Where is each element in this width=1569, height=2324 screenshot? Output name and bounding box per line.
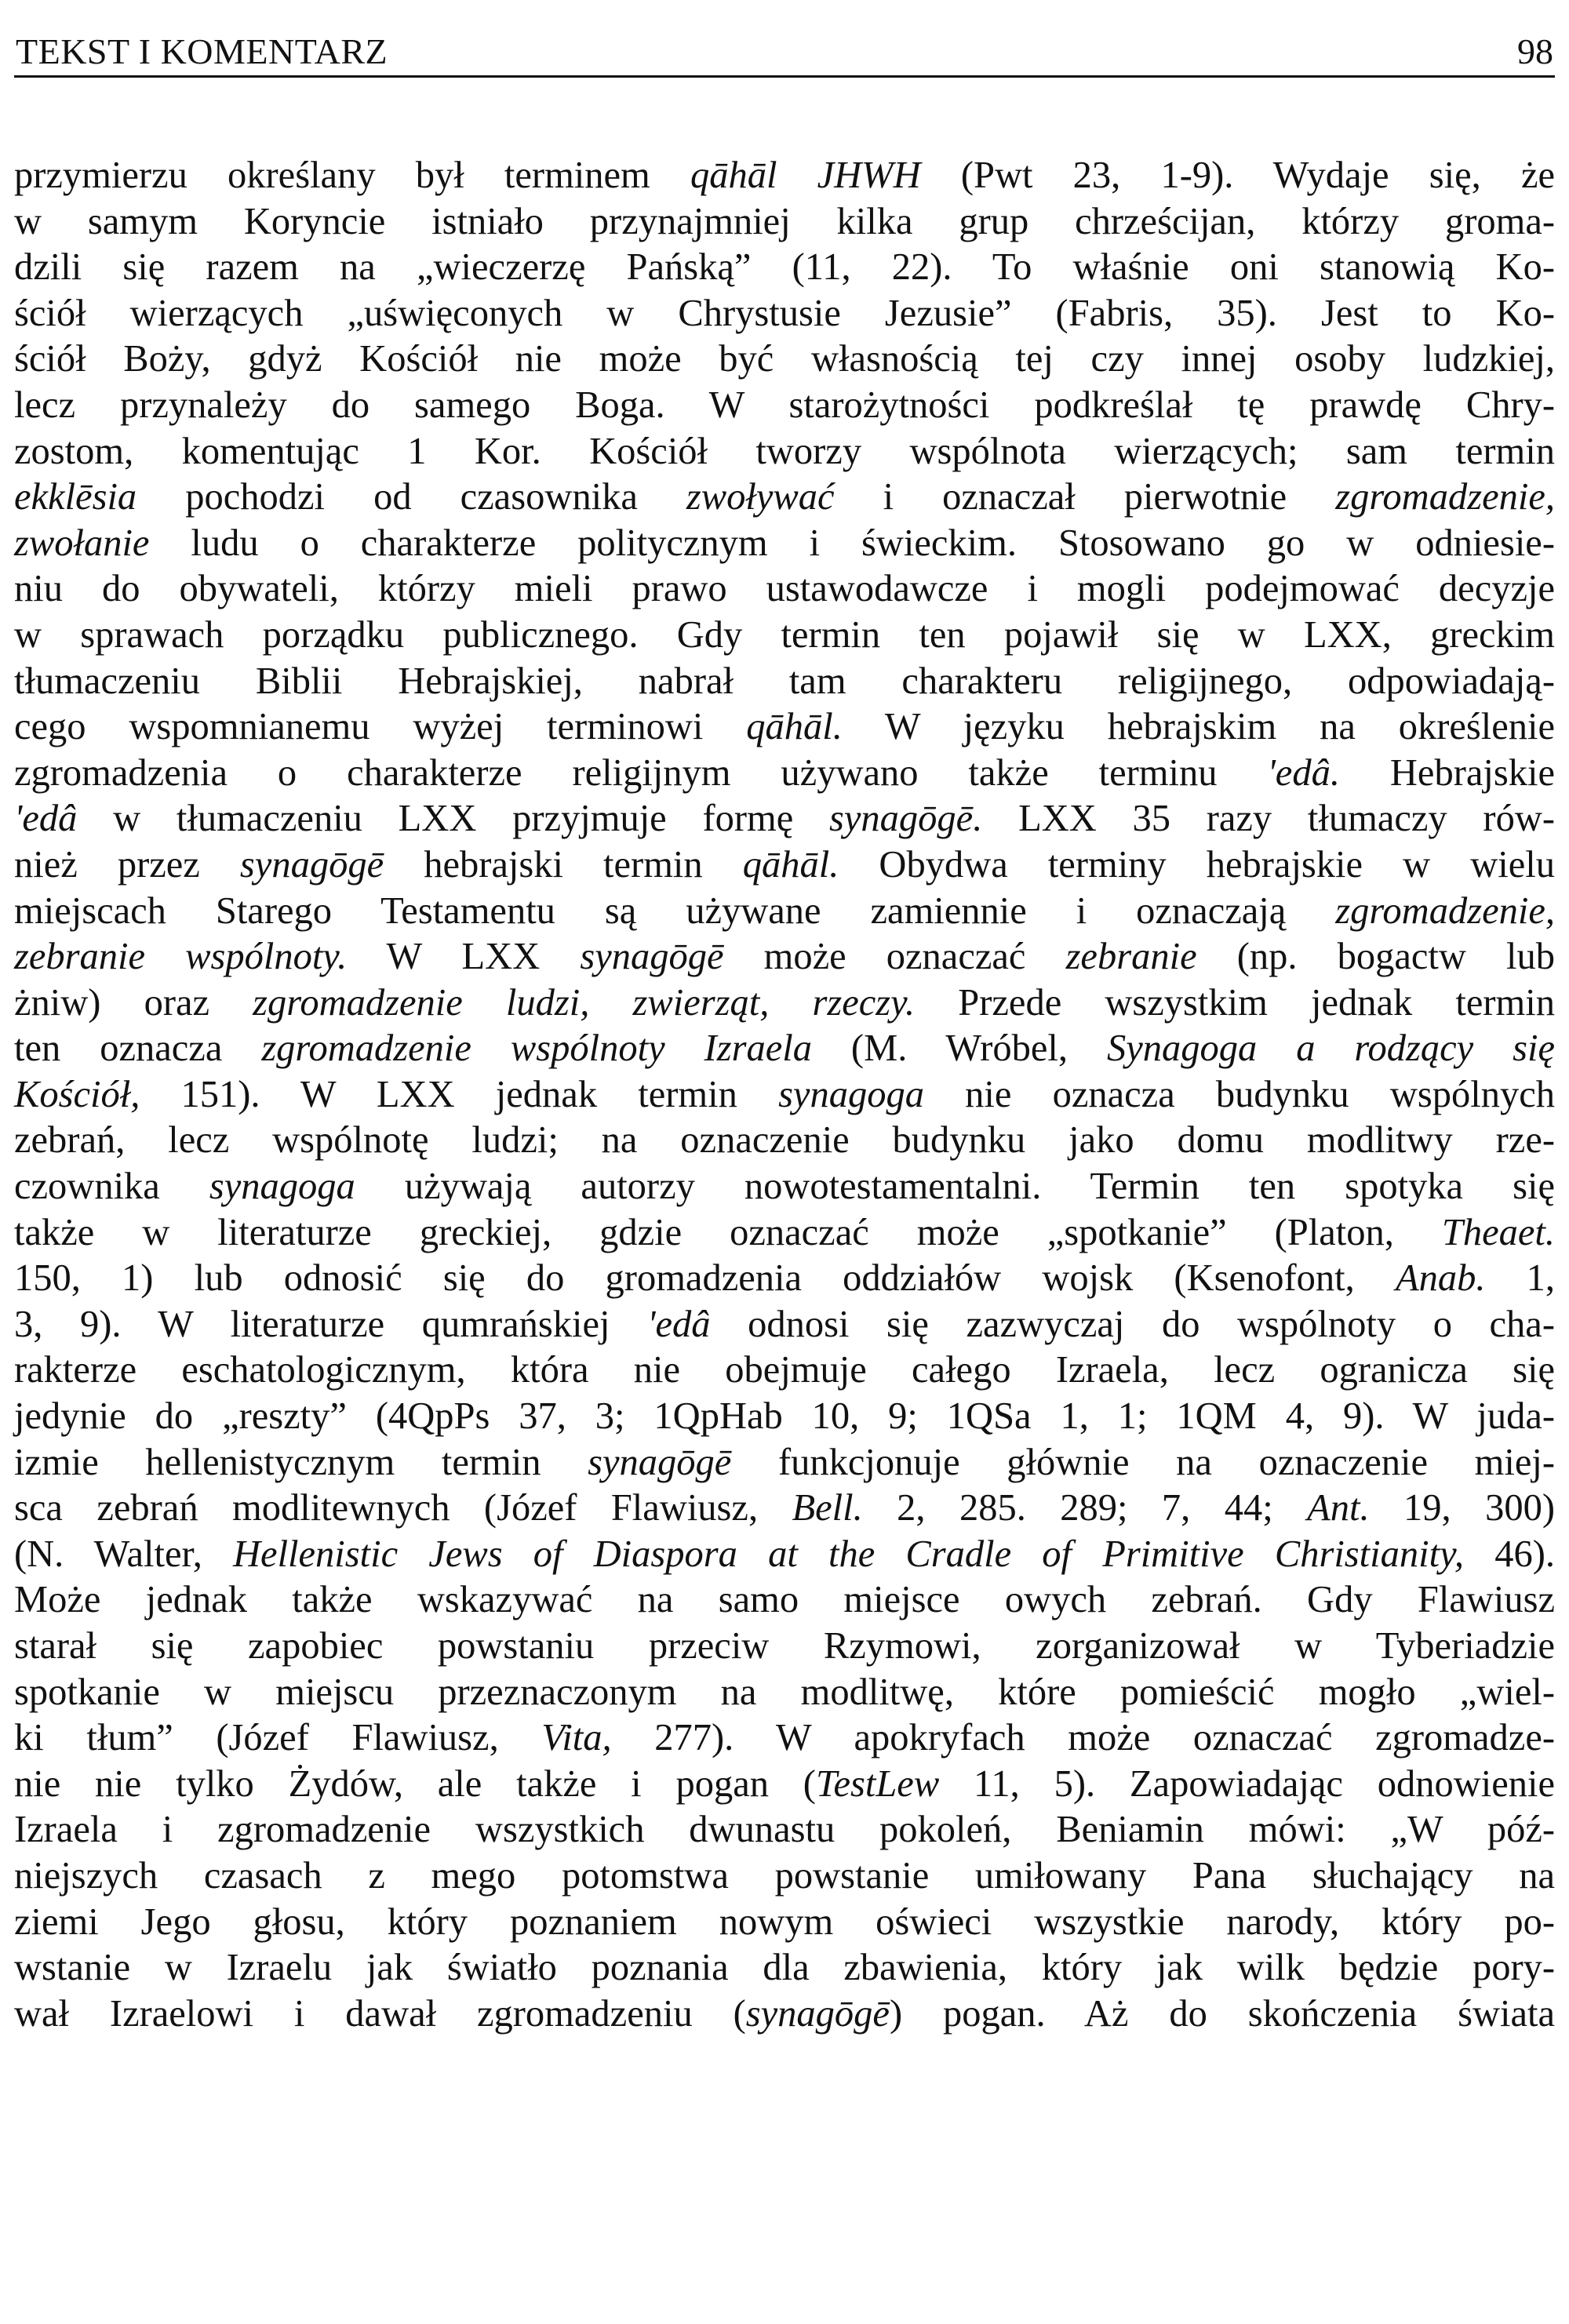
italic-term: zebranie wspólnoty. (14, 936, 348, 978)
text-run: nież przez (14, 843, 240, 886)
italic-term: Ant. (1307, 1487, 1370, 1529)
italic-term: TestLew (815, 1762, 940, 1805)
text-run: 1, (1485, 1257, 1556, 1300)
text-line (14, 659, 1555, 705)
text-run: Przede wszystkim jednak termin (915, 981, 1555, 1024)
text-run: jedynie do „reszty” (4QpPs 37, 3; 1QpHab 10, 9; 1QSa 1, 1; 1QM 4, 9). W juda- (14, 1395, 1555, 1438)
text-run: dzili się razem na „wieczerzę Pańską” (11, 22). To właśnie oni stanowią Ko- (14, 246, 1555, 289)
text-run: niu do obywateli, którzy mieli prawo ustawodawcze i mogli podejmować decyzje (14, 568, 1555, 610)
text-line (14, 613, 1555, 659)
text-line (14, 521, 1555, 567)
running-title: TEKST I KOMENTARZ (16, 31, 388, 71)
text-line (14, 1072, 1555, 1118)
italic-term: zwołanie (14, 522, 150, 564)
text-run: zebrań, lecz wspólnotę ludzi; na oznaczenie budynku jako domu modlitwy rze- (14, 1119, 1555, 1162)
text-run: spotkanie w miejscu przeznaczonym na modlitwę, które pomieścić mogło „wiel- (14, 1671, 1555, 1713)
text-run: ten oznacza (14, 1027, 262, 1070)
text-line (14, 889, 1555, 935)
text-run: lecz przynależy do samego Boga. W starożytności podkreślał tę prawdę Chry- (14, 384, 1555, 426)
text-run: starał się zapobiec powstaniu przeciw Rzymowi, zorganizował w Tyberiadzie (14, 1625, 1555, 1667)
text-line (14, 429, 1555, 475)
text-line (14, 1853, 1555, 1900)
text-run: odnosi się zazwyczaj do wspólnoty o cha- (710, 1303, 1555, 1345)
italic-term: synagōgē (580, 936, 724, 978)
text-line (14, 1670, 1555, 1716)
text-run: (N. Walter, (14, 1533, 234, 1575)
italic-term: synagōgē (588, 1441, 732, 1483)
text-line (14, 336, 1555, 383)
text-line (14, 1210, 1555, 1257)
text-line (14, 1900, 1555, 1946)
text-run: używają autorzy nowotestamentalni. Termin ten spotyka się (355, 1166, 1555, 1208)
text-run: ściół Boży, gdyż Kościół nie może być własnością tej czy innej osoby ludzkiej, (14, 338, 1555, 380)
italic-term: 'edâ. (1267, 751, 1340, 794)
italic-term: Bell. (792, 1487, 863, 1529)
text-run: 46). (1464, 1533, 1555, 1575)
text-run: (np. bogactw lub (1196, 936, 1555, 978)
text-line (14, 842, 1555, 889)
text-run: hebrajski termin (384, 843, 743, 886)
italic-term: Vita, (541, 1717, 612, 1759)
italic-term: Theaet. (1441, 1211, 1555, 1253)
text-line (14, 153, 1555, 199)
italic-term: Synagoga a rodzący się (1106, 1027, 1556, 1070)
text-line (14, 1577, 1555, 1624)
text-run: Obydwa terminy hebrajskie w wielu (839, 843, 1555, 886)
italic-term: zgromadzenie wspólnoty Izraela (261, 1027, 812, 1070)
text-run: i oznaczał pierwotnie (834, 476, 1336, 518)
italic-term: synagoga (778, 1073, 924, 1115)
body-text (14, 153, 1555, 2037)
text-run: w sprawach porządku publicznego. Gdy termin ten pojawił się w LXX, greckim (14, 613, 1555, 656)
italic-term: synagōgē (239, 843, 384, 886)
text-run: w tłumaczeniu LXX przyjmuje formę (77, 798, 830, 840)
text-line (14, 245, 1555, 291)
text-line (14, 1807, 1555, 1853)
text-line (14, 704, 1555, 751)
italic-term: qāhāl JHWH (690, 155, 921, 196)
text-line (14, 934, 1555, 980)
italic-term: zwoływać (686, 476, 835, 518)
italic-term: synagōgē (745, 1992, 890, 2035)
italic-term: synagoga (209, 1166, 355, 1208)
text-run: 19, 300) (1369, 1487, 1555, 1529)
text-run: Może jednak także wskazywać na samo miejsce owych zebrań. Gdy Flawiusz (14, 1579, 1555, 1621)
text-run: 151). W LXX jednak termin (140, 1073, 779, 1115)
text-line (14, 1347, 1555, 1394)
text-run: pochodzi od czasownika (137, 476, 686, 518)
text-run: 11, 5). Zapowiadając odnowienie (939, 1762, 1555, 1805)
text-run: tłumaczeniu Biblii Hebrajskiej, nabrał tam charakteru religijnego, odpowiadają- (14, 660, 1555, 702)
text-run: rakterze eschatologicznym, która nie obejmuje całego Izraela, lecz ogranicza się (14, 1349, 1555, 1391)
italic-term: zgromadzenie ludzi, zwierząt, rzeczy. (253, 981, 916, 1024)
text-line (14, 1762, 1555, 1808)
italic-term: zgromadzenie, (1335, 476, 1555, 518)
text-line (14, 1440, 1555, 1486)
text-line (14, 1302, 1555, 1348)
text-run: żniw) oraz (14, 981, 253, 1024)
text-line (14, 1624, 1555, 1670)
text-run: nie oznacza budynku wspólnych (923, 1073, 1555, 1115)
text-run: przymierzu określany był terminem (14, 155, 690, 196)
text-run: Izraela i zgromadzenie wszystkich dwunastu pokoleń, Beniamin mówi: „W póź- (14, 1809, 1555, 1851)
text-run: czownika (14, 1166, 209, 1208)
text-run: ki tłum” (Józef Flawiusz, (14, 1717, 542, 1759)
italic-term: qāhāl. (746, 706, 843, 748)
text-line (14, 1118, 1555, 1164)
text-run: 150, 1) lub odnosić się do gromadzenia oddziałów wojsk (Ksenofont, (14, 1257, 1396, 1300)
text-run: miejscach Starego Testamentu są używane zamiennie i oznaczają (14, 889, 1336, 932)
text-run: ściół wierzących „uświęconych w Chrystusie Jezusie” (Fabris, 35). Jest to Ko- (14, 292, 1555, 334)
text-line (14, 751, 1555, 797)
text-run: zostom, komentując 1 Kor. Kościół tworzy wspólnota wierzących; sam termin (14, 430, 1555, 472)
italic-term: ekklēsia (14, 476, 137, 518)
italic-term: 'edâ (14, 798, 78, 840)
text-run: cego wspomnianemu wyżej terminowi (14, 706, 747, 748)
text-run: w samym Koryncie istniało przynajmniej kilka grup chrześcijan, którzy groma- (14, 200, 1555, 242)
text-run: (Pwt 23, 1-9). Wydaje się, że (920, 155, 1556, 196)
text-run: ) pogan. Aż do skończenia świata (889, 1992, 1555, 2035)
italic-term: Anab. (1395, 1257, 1486, 1300)
text-run: wał Izraelowi i dawał zgromadzeniu ( (14, 1992, 746, 2035)
text-line (14, 199, 1555, 245)
text-line (14, 1715, 1555, 1762)
page-number: 98 (1517, 31, 1553, 71)
text-run: ziemi Jego głosu, który poznaniem nowym oświeci wszystkie narody, który po- (14, 1900, 1555, 1943)
text-run: może oznaczać (723, 936, 1066, 978)
text-run: 2, 285. 289; 7, 44; (862, 1487, 1308, 1529)
text-line (14, 1256, 1555, 1302)
text-line (14, 475, 1555, 521)
text-run: sca zebrań modlitewnych (Józef Flawiusz, (14, 1487, 792, 1529)
text-run: także w literaturze greckiej, gdzie oznaczać może „spotkanie” (Platon, (14, 1211, 1442, 1253)
text-line (14, 1945, 1555, 1991)
running-header (14, 31, 1555, 78)
italic-term: 'edâ (647, 1303, 711, 1345)
text-run: 277). W apokryfach może oznaczać zgromadze- (611, 1717, 1555, 1759)
text-line (14, 1991, 1555, 2038)
italic-term: synagōgē. (829, 798, 983, 840)
text-run: 3, 9). W literaturze qumrańskiej (14, 1303, 648, 1345)
text-line (14, 1486, 1555, 1532)
text-run: W LXX (347, 936, 581, 978)
italic-term: Kościół, (14, 1073, 140, 1115)
italic-term: Hellenistic Jews of Diaspora at the Cradle of Primitive Christianity, (233, 1533, 1465, 1575)
text-line (14, 1164, 1555, 1210)
text-run: nie nie tylko Żydów, ale także i pogan ( (14, 1762, 816, 1805)
italic-term: zgromadzenie, (1335, 889, 1555, 932)
text-run: (M. Wróbel, (811, 1027, 1107, 1070)
text-line (14, 1026, 1555, 1072)
text-run: LXX 35 razy tłumaczy rów- (982, 798, 1556, 840)
text-run: funkcjonuje głównie na oznaczenie miej- (731, 1441, 1555, 1483)
text-line (14, 980, 1555, 1027)
text-line (14, 1532, 1555, 1578)
text-run: W języku hebrajskim na określenie (842, 706, 1555, 748)
text-line (14, 566, 1555, 613)
text-line (14, 796, 1555, 842)
text-run: niejszych czasach z mego potomstwa powstanie umiłowany Pana słuchający na (14, 1854, 1555, 1897)
italic-term: zebranie (1065, 936, 1197, 978)
text-line (14, 1394, 1555, 1440)
text-line (14, 291, 1555, 337)
text-line (14, 383, 1555, 429)
text-run: zgromadzenia o charakterze religijnym używano także terminu (14, 751, 1268, 794)
text-run: wstanie w Izraelu jak światło poznania dla zbawienia, który jak wilk będzie pory- (14, 1947, 1555, 1989)
text-run: Hebrajskie (1339, 751, 1555, 794)
text-run: ludu o charakterze politycznym i świeckim. Stosowano go w odniesie- (149, 522, 1555, 564)
italic-term: qāhāl. (742, 843, 839, 886)
text-run: izmie hellenistycznym termin (14, 1441, 588, 1483)
